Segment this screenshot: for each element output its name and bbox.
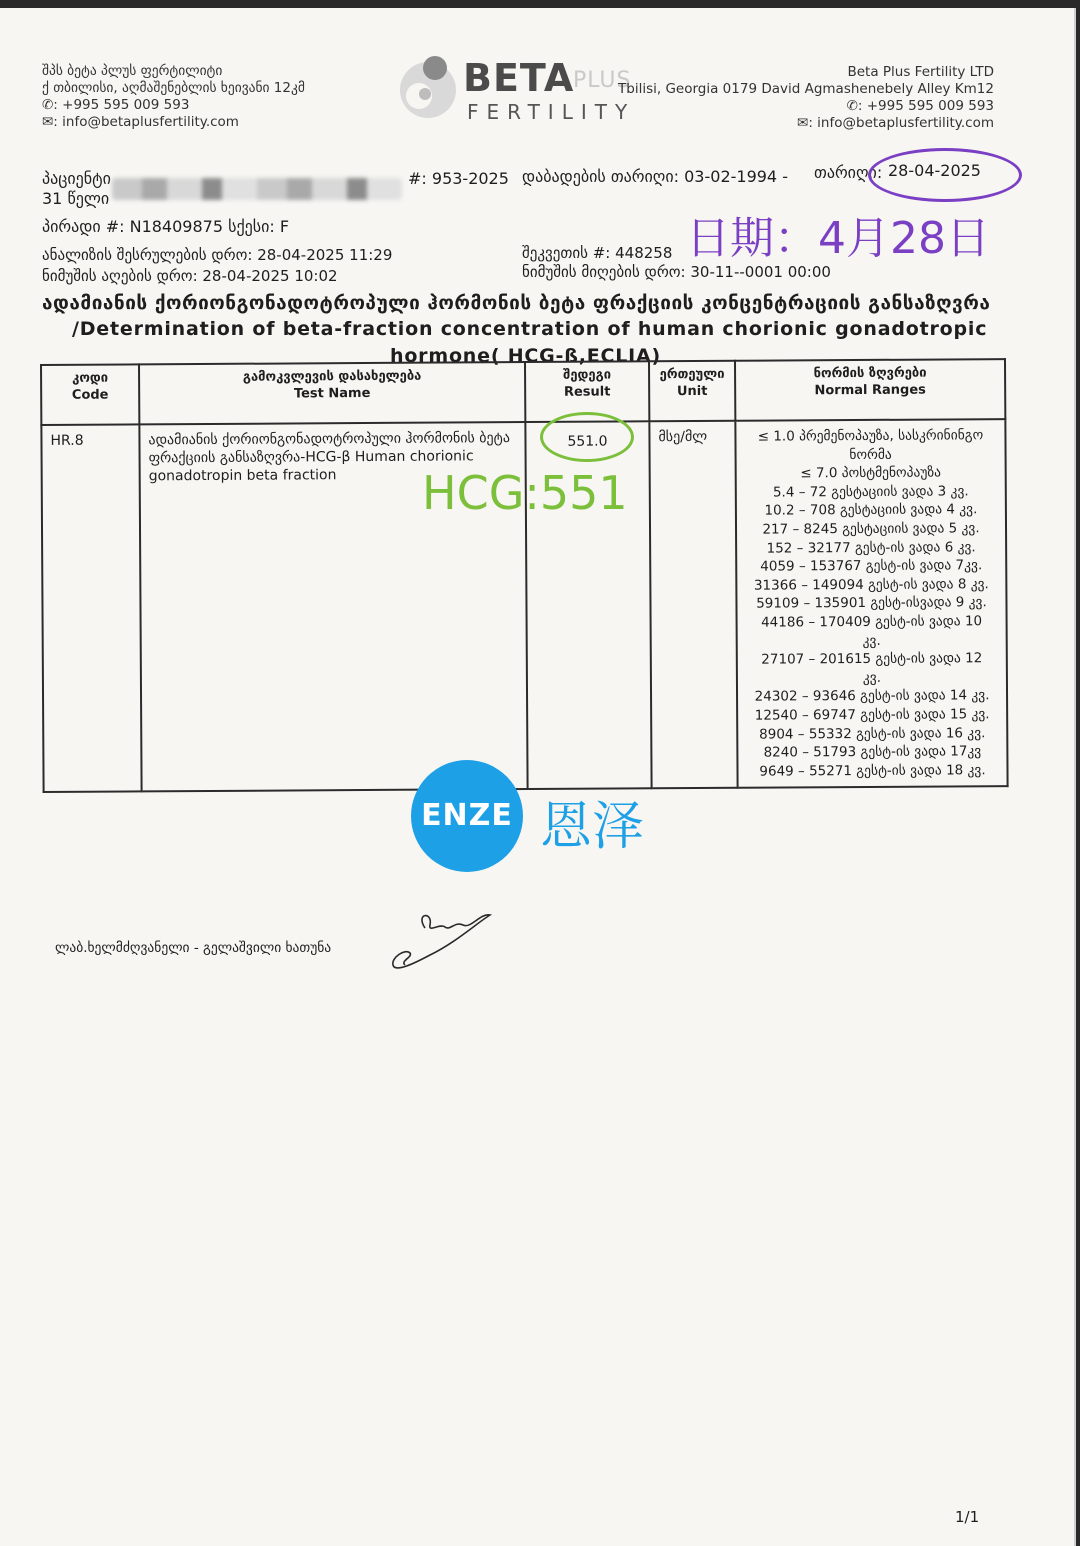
header-name-ka: გამოკვლევის დასახელება [242, 368, 422, 385]
header-test-name [139, 362, 525, 424]
range-line: 8240 – 51793 გესტ-ის ვადა 17კვ [763, 743, 982, 761]
header-code-en: Code [71, 387, 109, 403]
result-highlight-ellipse [540, 412, 634, 462]
clinic-name-ka: შპს ბეტა პლუს ფერტილიტი [42, 63, 223, 79]
range-line: 12540 – 69747 გესტ-ის ვადა 15 კვ. [754, 706, 990, 724]
company-address: Tbilisi, Georgia 0179 David Agmashenebely Alley Km12 [618, 81, 994, 97]
header-ranges-ka: ნორმის ზღვრები [813, 365, 927, 382]
range-line: კვ. [862, 669, 882, 686]
logo-fertility-text: FERTILITY [467, 100, 636, 124]
range-line: 5.4 – 72 გესტაციის ვადა 3 კვ. [772, 483, 969, 501]
hcg-annotation: HCG:551 [422, 466, 628, 520]
range-line: 59109 – 135901 გესტ-ისვადა 9 კვ. [756, 594, 987, 612]
sample-received-time: ნიმუშის მიღების დრო: 30-11--0001 00:00 [522, 263, 831, 281]
range-line: 9649 – 55271 გესტ-ის ვადა 18 კვ. [759, 761, 986, 780]
cell-unit: მსე/მლ [649, 421, 737, 789]
clinic-address-en [574, 64, 994, 132]
logo-mark-icon [395, 50, 461, 126]
test-title-en: /Determination of beta-fraction concentration of human chorionic gonadotropic [72, 318, 988, 340]
header-result-en: Result [563, 384, 611, 400]
test-title-en-line2: hormone( HCG-ß,ECLIA) [390, 345, 662, 367]
test-title-ka: ადამიანის ქორიონგონადოტროპული ჰორმონის ბეტა ფრაქციის კონცენტრაციის განსაზღვრა [42, 292, 991, 314]
header-unit-ka: ერთეული [659, 366, 725, 383]
header-result-ka: შედეგი [563, 367, 612, 383]
range-line: ≤ 1.0 პრემენოპაუზა, სასკრინინგო [757, 427, 984, 445]
range-line: 8904 – 55332 გესტ-ის ვადა 16 კვ. [759, 724, 986, 743]
cell-result: 551.0 [525, 421, 651, 789]
company-email: ✉: info@betaplusfertility.com [797, 115, 994, 131]
report-date: 28-04-2025 [888, 161, 981, 180]
header-code [41, 364, 139, 425]
header-unit-en: Unit [676, 383, 708, 400]
enze-watermark-logo: ENZE [411, 760, 523, 872]
logo-beta-text: BETA [463, 56, 575, 100]
header-name-en: Test Name [293, 385, 371, 402]
clinic-address-ka [42, 63, 362, 131]
date-annotation: 日期：4月28日 [686, 213, 990, 264]
header-code-ka: კოდი [72, 370, 109, 386]
redacted-name [112, 178, 402, 200]
company-phone: ✆: +995 595 009 593 [846, 98, 994, 114]
range-line: 27107 – 201615 გესტ-ის ვადა 12 [761, 650, 983, 668]
logo-plus-text: PLUS [573, 68, 632, 93]
results-table [40, 358, 1009, 793]
report-page [0, 8, 1076, 1546]
cell-normal-ranges [735, 419, 1007, 788]
cell-test-name: ადამიანის ქორიონგონადოტროპული ჰორმონის ბეტა ფრაქციის განსაზღვრა-HCG-β Human chorionic gonadotropin beta fraction [139, 422, 527, 792]
range-line: 10.2 – 708 გესტაციის ვადა 4 კვ. [764, 501, 978, 519]
enze-watermark-text: 恩泽 [540, 797, 645, 857]
table-header-row [41, 359, 1005, 425]
range-line: ≤ 7.0 პოსტმენოპაუზა [800, 464, 942, 482]
clinic-email-ka: ✉: info@betaplusfertility.com [42, 114, 239, 130]
company-name: Beta Plus Fertility LTD [847, 64, 994, 80]
date-label: თარიღი: [814, 163, 883, 182]
clinic-phone-ka: ✆: +995 595 009 593 [42, 97, 190, 113]
birth-date: დაბადების თარიღი: 03-02-1994 - [522, 167, 788, 186]
patient-age: 31 წელი [42, 189, 110, 208]
patient-number: #: 953-2025 [408, 169, 509, 188]
cell-code: HR.8 [41, 424, 141, 792]
clinic-street-ka: ქ თბილისი, აღმაშენებლის ხეივანი 12კმ [42, 80, 305, 96]
header-ranges [735, 359, 1005, 421]
order-number: შეკვეთის #: 448258 [522, 244, 673, 262]
patient-label: პაციენტი [42, 169, 111, 188]
personal-id-sex: პირადი #: N18409875 სქესი: F [42, 217, 290, 236]
range-line: 4059 – 153767 გესტ-ის ვადა 7კვ. [760, 557, 983, 575]
signature-icon [385, 903, 500, 978]
range-line: 152 – 32177 გესტ-ის ვადა 6 კვ. [766, 538, 976, 557]
header-ranges-en: Normal Ranges [814, 382, 926, 399]
range-line: კვ. [862, 632, 881, 649]
lab-head-signature-label: ლაბ.ხელმძღვანელი - გელაშვილი ხათუნა [55, 940, 332, 956]
header-unit [649, 361, 735, 422]
analysis-time: ანალიზის შესრულების დრო: 28-04-2025 11:29 [42, 246, 393, 264]
range-line: 217 – 8245 გესტაციის ვადა 5 კვ. [762, 520, 980, 538]
range-line: 31366 – 149094 გესტ-ის ვადა 8 კვ. [753, 575, 989, 594]
range-line: 24302 – 93646 გესტ-ის ვადა 14 კვ. [754, 687, 990, 705]
sample-taken-time: ნიმუშის აღების დრო: 28-04-2025 10:02 [42, 267, 338, 285]
date-highlight-ellipse [868, 148, 1022, 202]
range-line: ნორმა [849, 446, 892, 463]
page-number: 1/1 [955, 1508, 980, 1526]
range-line: 44186 – 170409 გესტ-ის ვადა 10 [761, 613, 983, 631]
